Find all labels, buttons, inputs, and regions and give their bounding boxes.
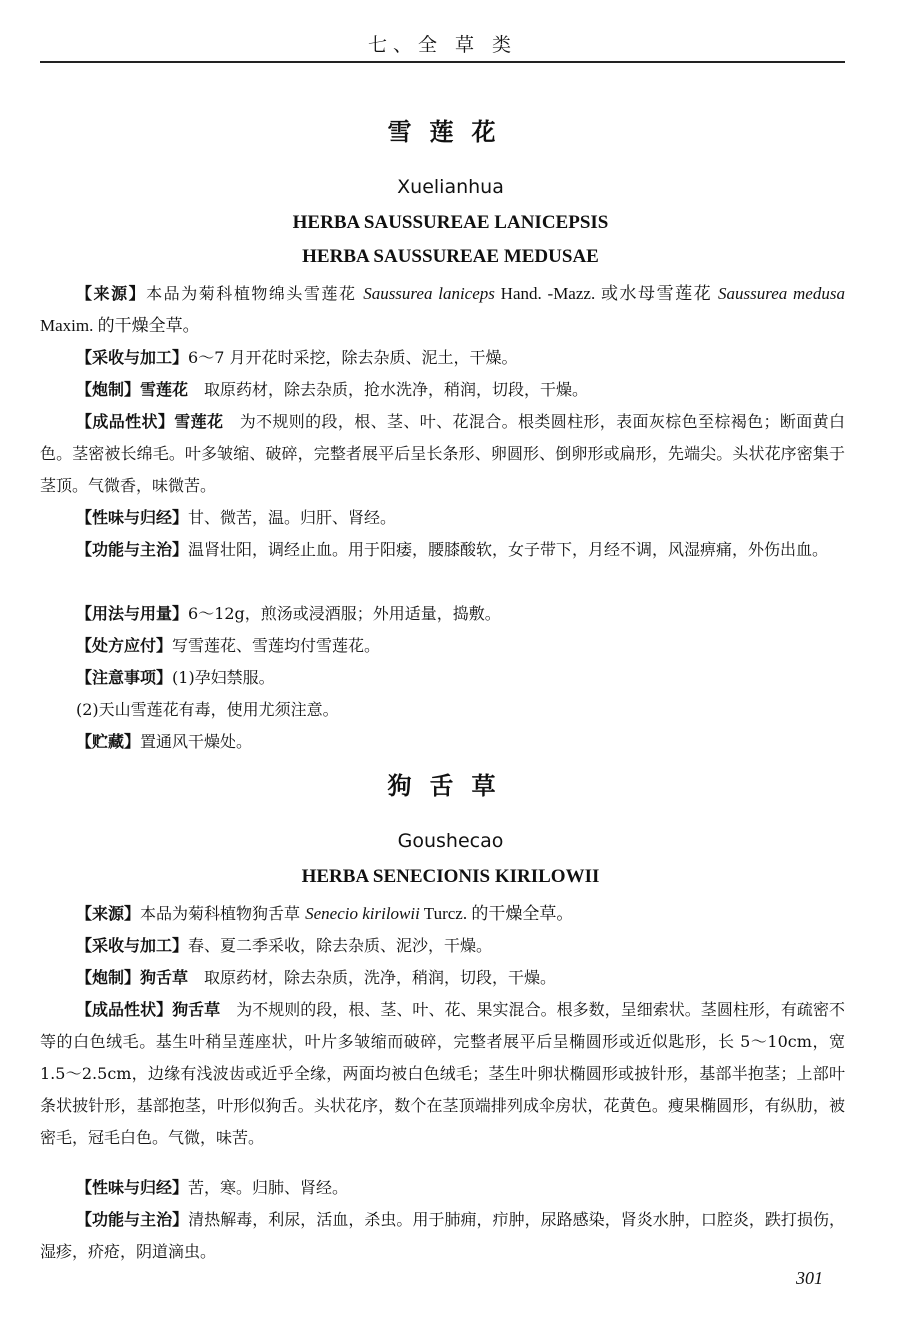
text: 清热解毒，利尿，活血，杀虫。用于肺痈，疖肿，尿路感染，肾炎水肿，口腔炎，跌打损伤，湿疹，疥疮，阴道滴虫。 xyxy=(40,1210,845,1261)
section-label: 【性味与归经】 xyxy=(76,508,189,527)
section-label: 【炮制】 xyxy=(76,380,141,399)
text: 6～12g，煎汤或浸酒服；外用适量，捣敷。 xyxy=(188,604,501,623)
section-usage xyxy=(40,598,845,630)
text: (1)孕妇禁服。 xyxy=(172,668,275,687)
sub-label: 雪莲花 xyxy=(174,412,224,431)
species-name: Saussurea laniceps xyxy=(363,284,495,303)
section-label: 【采收与加工】 xyxy=(76,348,189,367)
section-nature xyxy=(40,502,845,534)
entry-latin-name: HERBA SENECIONIS KIRILOWII xyxy=(301,866,600,887)
text: 本品为菊科植物狗舌草 xyxy=(140,904,306,923)
section-source xyxy=(40,278,845,342)
section-processing xyxy=(40,962,845,994)
text: 本品为菊科植物绵头雪莲花 xyxy=(146,284,364,303)
text: 为不规则的段，根、茎、叶、花、果实混合。根多数，呈细索状。茎圆柱形，有疏密不等的白色绒毛。基生叶稍呈莲座状，叶片多皱缩而破碎，完整者展平后呈椭圆形或近似匙形，长 5～10cm，宽 1.5～2.5cm，边缘有浅波齿或近乎全缘，两面均被白色绒毛；茎生叶卵状椭圆形或披针形，基部半抱茎；上部叶条状披针形，基部抱茎，叶形似狗舌。头状花序，数个在茎顶端排列成伞房状，花黄色。瘦果椭圆形，有纵肋，被密毛，冠毛白色。气微，味苦。 xyxy=(40,1000,845,1147)
text: 温肾壮阳，调经止血。用于阳痿，腰膝酸软，女子带下，月经不调，风湿痹痛，外伤出血。 xyxy=(188,540,829,559)
sub-label: 狗舌草 xyxy=(172,1000,221,1019)
section-character xyxy=(40,994,845,1154)
section-label: 【来源】 xyxy=(76,904,141,923)
section-caution-item xyxy=(40,694,845,726)
section-function xyxy=(40,534,845,566)
text: Maxim. 的干燥全草。 xyxy=(40,316,200,335)
species-name: Senecio kirilowii xyxy=(305,904,420,923)
text: 6～7 月开花时采挖，除去杂质、泥土，干燥。 xyxy=(188,348,518,367)
entry-latin-name: HERBA SAUSSUREAE LANICEPSIS xyxy=(292,212,609,233)
text: 为不规则的段，根、茎、叶、花混合。根类圆柱形，表面灰棕色至棕褐色；断面黄白色。茎密被长绵毛。叶多皱缩、破碎，完整者展平后呈长条形、卵圆形、倒卵形或扁形，先端尖。头状花序密集于茎顶。气微香，味微苦。 xyxy=(40,412,845,495)
section-label: 【性味与归经】 xyxy=(76,1178,189,1197)
text: 甘、微苦，温。归肝、肾经。 xyxy=(188,508,397,527)
section-label: 【炮制】 xyxy=(76,968,141,987)
section-label: 【功能与主治】 xyxy=(76,540,189,559)
text: Turcz. 的干燥全草。 xyxy=(419,904,574,923)
section-character xyxy=(40,406,845,502)
section-prescription xyxy=(40,630,845,662)
text: 取原药材，除去杂质，抢水洗净，稍润，切段，干燥。 xyxy=(188,380,589,399)
entry-pinyin: Goushecao xyxy=(397,830,504,852)
section-processing xyxy=(40,374,845,406)
text: 春、夏二季采收，除去杂质、泥沙，干燥。 xyxy=(188,936,493,955)
section-function xyxy=(40,1204,845,1268)
section-caution xyxy=(40,662,845,694)
section-label: 【采收与加工】 xyxy=(76,936,189,955)
text: Hand. -Mazz. 或水母雪莲花 xyxy=(494,284,718,303)
section-nature xyxy=(40,1172,845,1204)
section-label: 【成品性状】 xyxy=(76,1000,173,1019)
text: 苦，寒。归肺、肾经。 xyxy=(188,1178,349,1197)
section-label: 【用法与用量】 xyxy=(76,604,189,623)
text: (2)天山雪莲花有毒，使用尤须注意。 xyxy=(76,700,339,719)
text: 置通风干燥处。 xyxy=(140,732,253,751)
section-storage xyxy=(40,726,845,758)
text: 写雪莲花、雪莲均付雪莲花。 xyxy=(172,636,381,655)
section-label: 【来源】 xyxy=(76,284,147,303)
section-source xyxy=(40,898,845,930)
entry-title-xuelianhua: 雪莲花 xyxy=(387,118,514,146)
entry-latin-name: HERBA SAUSSUREAE MEDUSAE xyxy=(302,246,599,267)
section-label: 【处方应付】 xyxy=(76,636,173,655)
entry-title-goushecao: 狗舌草 xyxy=(387,772,514,800)
page-number: 301 xyxy=(796,1268,823,1288)
header-rule xyxy=(40,61,845,63)
section-label: 【成品性状】 xyxy=(76,412,175,431)
sub-label: 狗舌草 xyxy=(140,968,189,987)
section-label: 【注意事项】 xyxy=(76,668,173,687)
running-header: 七、全 草 类 xyxy=(367,34,518,56)
section-harvest xyxy=(40,342,845,374)
text: 取原药材，除去杂质，洗净，稍润，切段，干燥。 xyxy=(188,968,557,987)
section-label: 【功能与主治】 xyxy=(76,1210,189,1229)
section-harvest xyxy=(40,930,845,962)
sub-label: 雪莲花 xyxy=(140,380,189,399)
species-name: Saussurea medusa xyxy=(717,284,845,303)
entry-pinyin: Xuelianhua xyxy=(397,176,504,198)
section-label: 【贮藏】 xyxy=(76,732,141,751)
